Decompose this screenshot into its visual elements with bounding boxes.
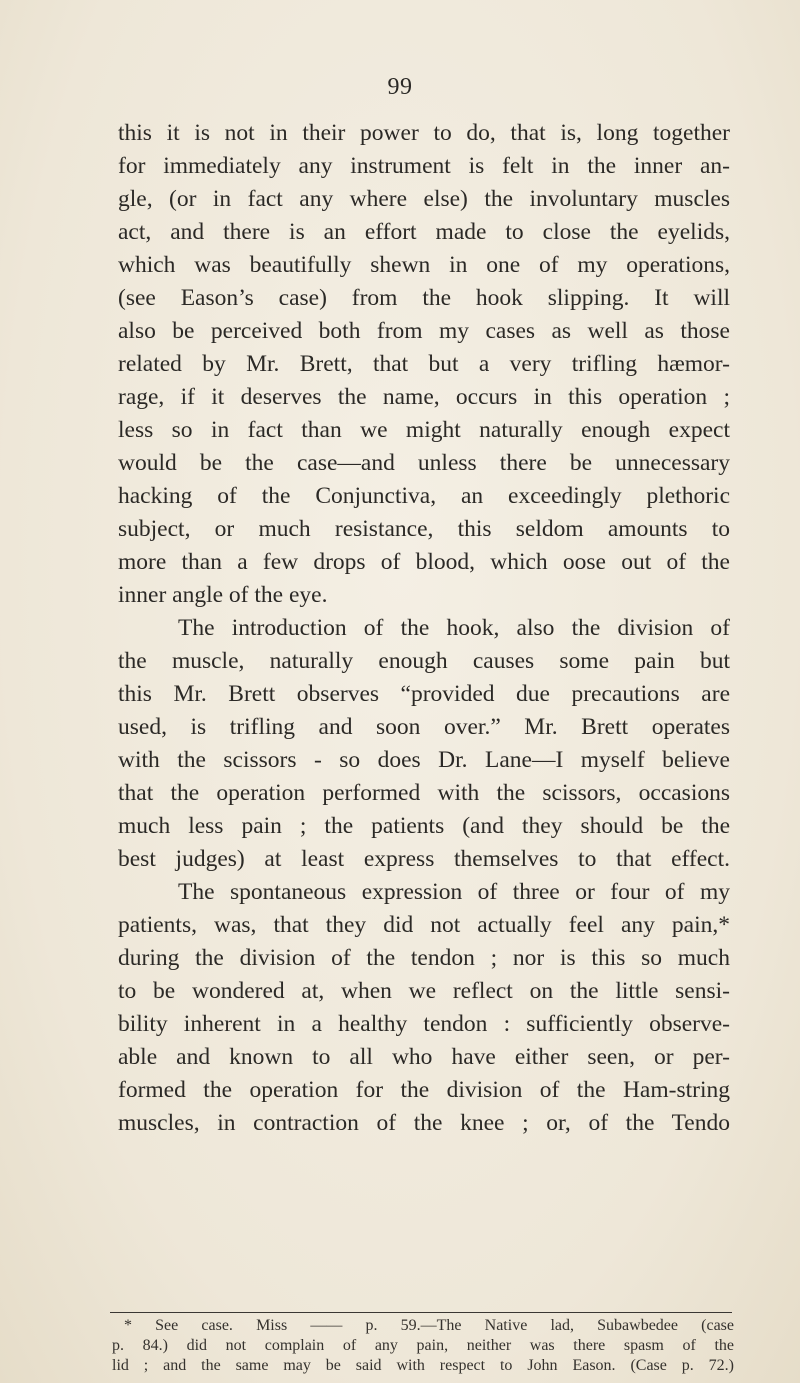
footnote-divider <box>110 1312 732 1313</box>
body-line: that the operation performed with the scissors, occasions <box>118 780 730 806</box>
body-line: much less pain ; the patients (and they should be the <box>118 813 730 839</box>
body-line: bility inherent in a healthy tendon : sufficiently observe- <box>118 1011 730 1037</box>
body-line: The spontaneous expression of three or four of my <box>178 879 730 905</box>
body-line: this Mr. Brett observes “provided due precautions are <box>118 681 730 707</box>
footnote-line: lid ; and the same may be said with respect to John Eason. (Case p. 72.) <box>112 1357 734 1374</box>
body-line: more than a few drops of blood, which oose out of the <box>118 549 730 575</box>
body-line: to be wondered at, when we reflect on the little sensi- <box>118 978 730 1004</box>
body-line: which was beautifully shewn in one of my operations, <box>118 252 730 278</box>
body-line: less so in fact than we might naturally enough expect <box>118 417 730 443</box>
body-line: with the scissors - so does Dr. Lane—I myself believe <box>118 747 730 773</box>
body-line: The introduction of the hook, also the division of <box>178 615 730 641</box>
body-line: formed the operation for the division of the Ham-string <box>118 1077 730 1103</box>
body-line: during the division of the tendon ; nor is this so much <box>118 945 730 971</box>
body-line: act, and there is an effort made to close the eyelids, <box>118 219 730 245</box>
body-line: inner angle of the eye. <box>118 582 328 608</box>
body-text <box>118 117 730 1140</box>
body-line: would be the case—and unless there be unnecessary <box>118 450 730 476</box>
body-line: the muscle, naturally enough causes some pain but <box>118 648 730 674</box>
footnote-line: * See case. Miss —— p. 59.—The Native lad, Subawbedee (case <box>124 1317 734 1334</box>
body-line: rage, if it deserves the name, occurs in this operation ; <box>118 384 730 410</box>
body-line: this it is not in their power to do, that is, long together <box>118 120 730 146</box>
body-line: muscles, in contraction of the knee ; or, of the Tendo <box>118 1110 730 1136</box>
footnote-line: p. 84.) did not complain of any pain, neither was there spasm of the <box>112 1337 734 1354</box>
body-line: (see Eason’s case) from the hook slipping. It will <box>118 285 730 311</box>
footnotes <box>112 1316 734 1376</box>
body-line: gle, (or in fact any where else) the involuntary muscles <box>118 186 730 212</box>
page-number: 99 <box>387 74 413 100</box>
body-line: for immediately any instrument is felt in the inner an- <box>118 153 730 179</box>
body-line: used, is trifling and soon over.” Mr. Brett operates <box>118 714 730 740</box>
body-line: hacking of the Conjunctiva, an exceedingly plethoric <box>118 483 730 509</box>
body-line: also be perceived both from my cases as well as those <box>118 318 730 344</box>
body-line: subject, or much resistance, this seldom amounts to <box>118 516 730 542</box>
body-line: able and known to all who have either seen, or per- <box>118 1044 730 1070</box>
body-line: best judges) at least express themselves to that effect. <box>118 846 730 872</box>
body-line: patients, was, that they did not actually feel any pain,* <box>118 912 730 938</box>
body-line: related by Mr. Brett, that but a very trifling hæmor- <box>118 351 730 377</box>
